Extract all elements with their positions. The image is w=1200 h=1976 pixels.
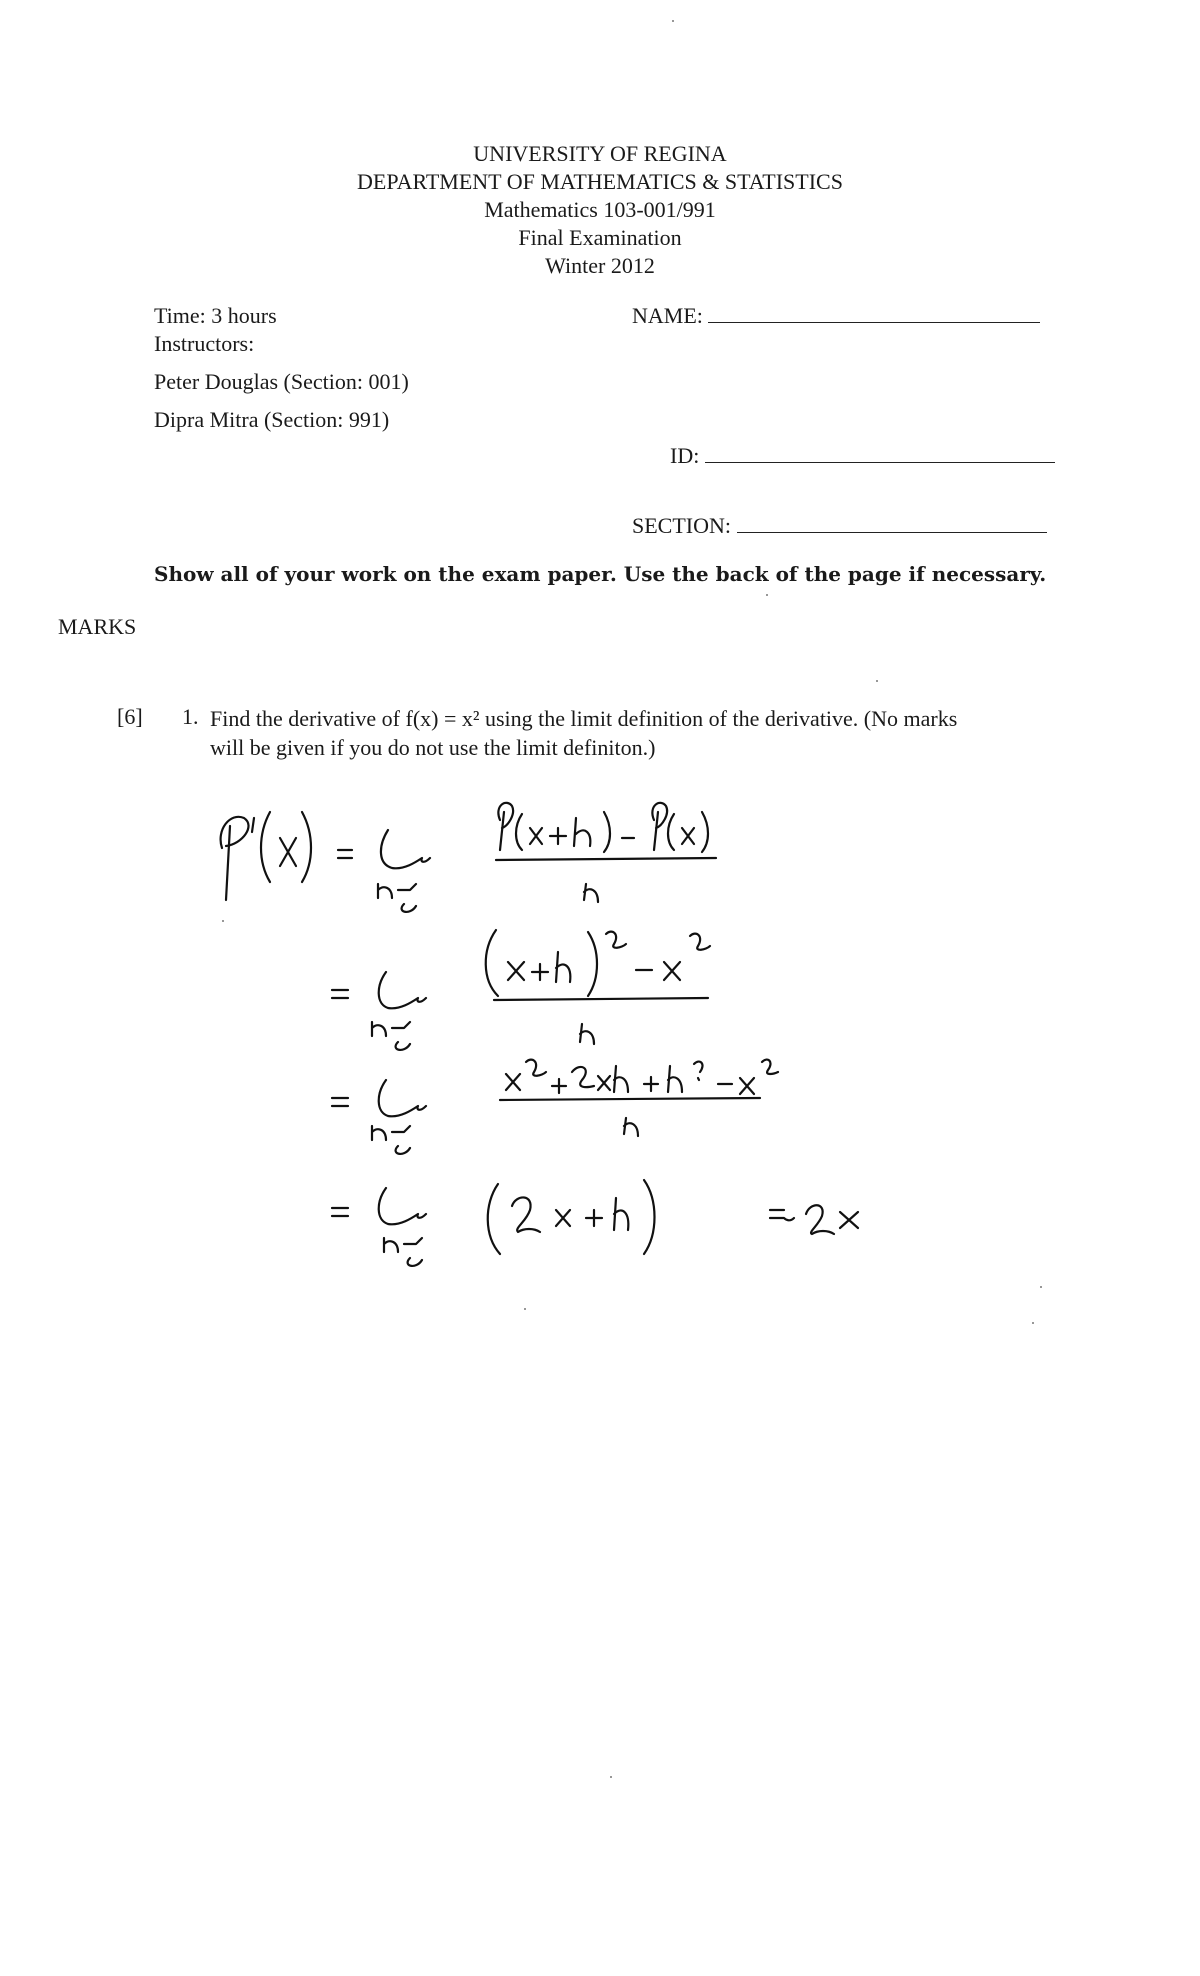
handwritten-line-4 (332, 1180, 858, 1266)
scan-speck (766, 594, 768, 596)
question-marks: [6] (117, 704, 143, 729)
instructor-2: Dipra Mitra (Section: 991) (154, 407, 390, 432)
question-text-line-1: Find the derivative of f(x) = x² using the limit definition of the derivative. (No marks (210, 706, 958, 731)
exam-time: Time: 3 hours (154, 303, 277, 328)
scan-speck (1032, 1322, 1034, 1324)
exam-term: Winter 2012 (545, 253, 655, 278)
question-number: 1. (182, 704, 199, 729)
scan-speck (876, 680, 878, 682)
name-label: NAME: (632, 303, 703, 328)
scan-speck (672, 20, 674, 22)
instructor-1: Peter Douglas (Section: 001) (154, 369, 409, 394)
handwritten-line-2 (332, 930, 710, 1050)
course-code: Mathematics 103-001/991 (484, 197, 716, 222)
question-text-line-2: will be given if you do not use the limit definiton.) (210, 735, 656, 760)
scan-speck (222, 920, 224, 922)
scan-speck (524, 1308, 526, 1310)
university-name: UNIVERSITY OF REGINA (473, 141, 727, 166)
handwritten-line-3 (332, 1060, 778, 1154)
id-label: ID: (670, 443, 700, 468)
instruction-text: Show all of your work on the exam paper. Use the back of the page if necessary. (154, 562, 1047, 586)
department-name: DEPARTMENT OF MATHEMATICS & STATISTICS (357, 169, 843, 194)
exam-title: Final Examination (518, 225, 682, 250)
marks-label: MARKS (58, 614, 137, 639)
section-label: SECTION: (632, 513, 731, 538)
handwritten-line-1 (221, 803, 716, 912)
instructors-label: Instructors: (154, 331, 255, 356)
scan-speck (1040, 1286, 1042, 1288)
scan-speck (610, 1776, 612, 1778)
